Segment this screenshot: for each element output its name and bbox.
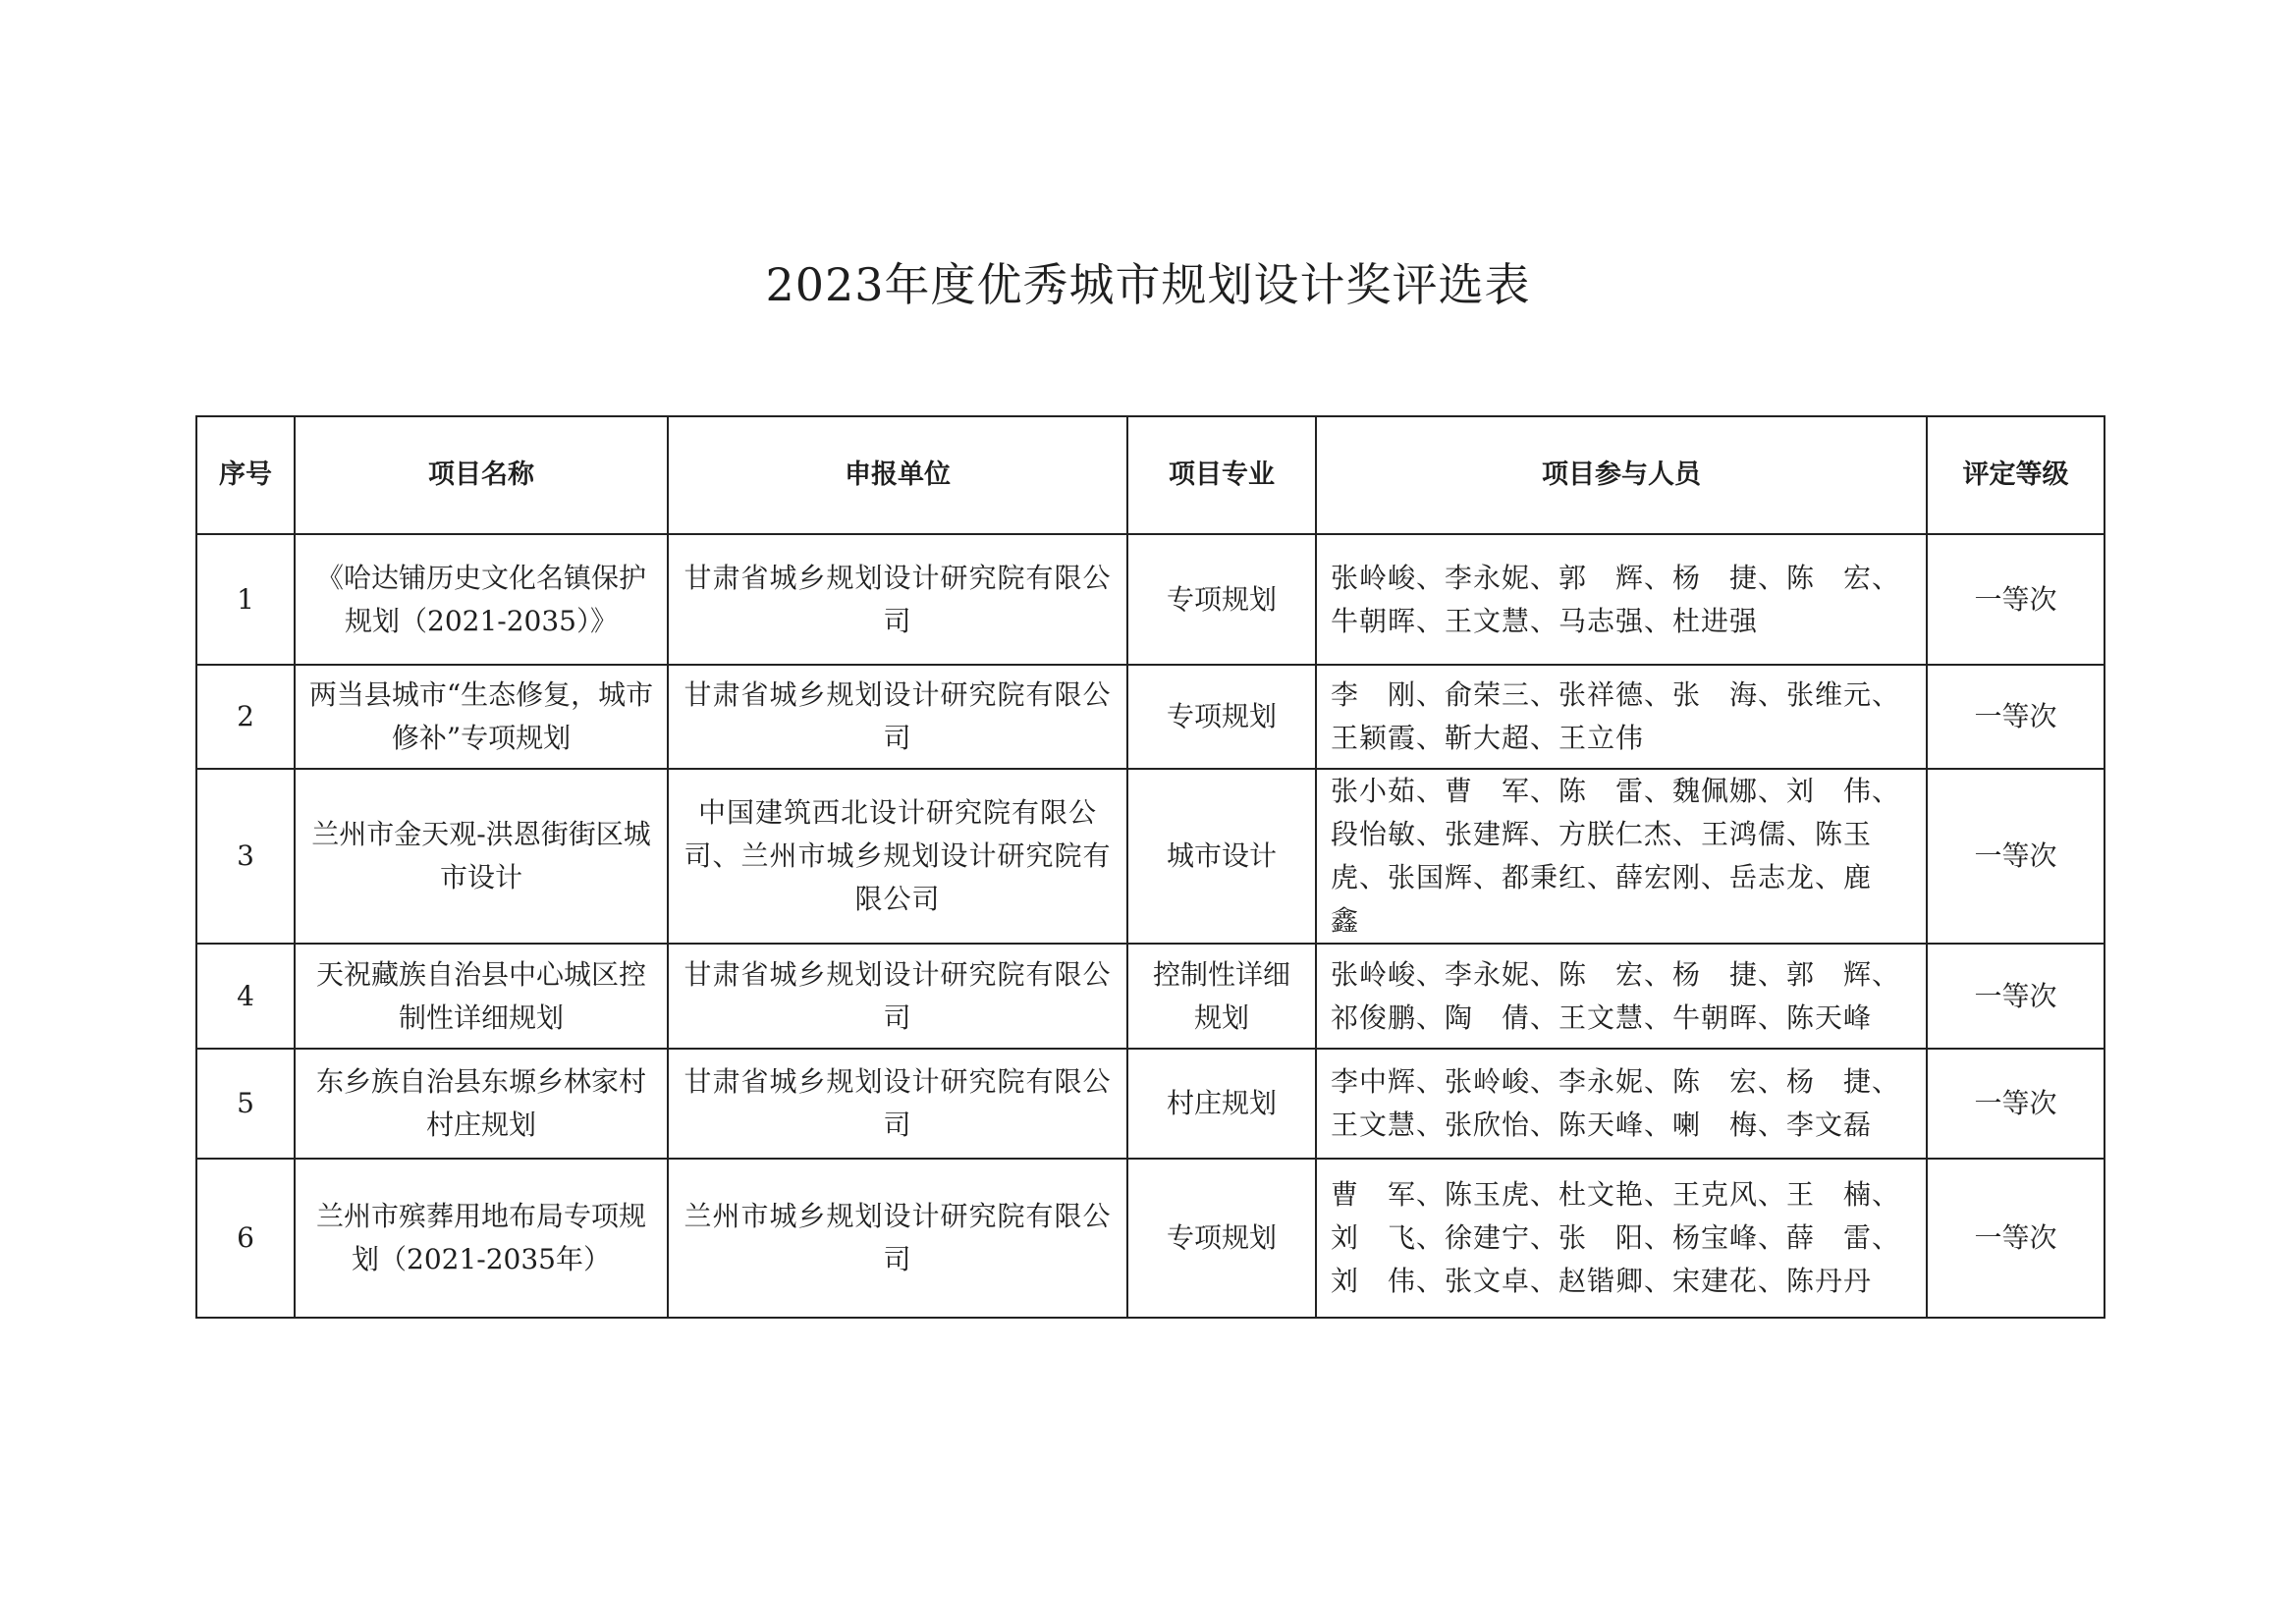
project-major: 专项规划 xyxy=(1127,534,1316,665)
row-no: 6 xyxy=(196,1159,295,1318)
header-participants: 项目参与人员 xyxy=(1316,416,1927,534)
header-grade: 评定等级 xyxy=(1927,416,2105,534)
table-row xyxy=(196,534,2105,665)
header-applicant-unit: 申报单位 xyxy=(668,416,1127,534)
grade: 一等次 xyxy=(1927,1159,2105,1318)
row-no: 5 xyxy=(196,1049,295,1159)
project-participants: 李中辉、张岭峻、李永妮、陈 宏、杨 捷、王文慧、张欣怡、陈天峰、喇 梅、李文磊 xyxy=(1316,1049,1927,1159)
project-participants: 张岭峻、李永妮、郭 辉、杨 捷、陈 宏、牛朝晖、王文慧、马志强、杜进强 xyxy=(1316,534,1927,665)
grade: 一等次 xyxy=(1927,769,2105,944)
table-row xyxy=(196,1049,2105,1159)
project-major: 控制性详细规划 xyxy=(1127,944,1316,1049)
grade: 一等次 xyxy=(1927,1049,2105,1159)
applicant-unit: 中国建筑西北设计研究院有限公司、兰州市城乡规划设计研究院有限公司 xyxy=(668,769,1127,944)
grade: 一等次 xyxy=(1927,534,2105,665)
project-name: 兰州市金天观-洪恩街街区城市设计 xyxy=(295,769,668,944)
applicant-unit: 甘肃省城乡规划设计研究院有限公司 xyxy=(668,534,1127,665)
awards-table xyxy=(195,415,2105,1319)
row-no: 1 xyxy=(196,534,295,665)
project-name: 《哈达铺历史文化名镇保护规划（2021-2035）》 xyxy=(295,534,668,665)
header-project-major: 项目专业 xyxy=(1127,416,1316,534)
header-no: 序号 xyxy=(196,416,295,534)
project-major: 城市设计 xyxy=(1127,769,1316,944)
applicant-unit: 兰州市城乡规划设计研究院有限公司 xyxy=(668,1159,1127,1318)
applicant-unit: 甘肃省城乡规划设计研究院有限公司 xyxy=(668,1049,1127,1159)
row-no: 2 xyxy=(196,665,295,769)
row-no: 4 xyxy=(196,944,295,1049)
project-major: 专项规划 xyxy=(1127,1159,1316,1318)
grade: 一等次 xyxy=(1927,944,2105,1049)
document-title: 2023年度优秀城市规划设计奖评选表 xyxy=(765,258,1531,311)
project-name: 东乡族自治县东塬乡林家村村庄规划 xyxy=(295,1049,668,1159)
table-row xyxy=(196,1159,2105,1318)
header-project-name: 项目名称 xyxy=(295,416,668,534)
project-name: 天祝藏族自治县中心城区控制性详细规划 xyxy=(295,944,668,1049)
project-participants: 曹 军、陈玉虎、杜文艳、王克风、王 楠、刘 飞、徐建宁、张 阳、杨宝峰、薛 雷、刘 伟、张文卓、赵锴卿、宋建花、陈丹丹 xyxy=(1316,1159,1927,1318)
project-participants: 张岭峻、李永妮、陈 宏、杨 捷、郭 辉、祁俊鹏、陶 倩、王文慧、牛朝晖、陈天峰 xyxy=(1316,944,1927,1049)
row-no: 3 xyxy=(196,769,295,944)
project-name: 两当县城市“生态修复，城市修补”专项规划 xyxy=(295,665,668,769)
applicant-unit: 甘肃省城乡规划设计研究院有限公司 xyxy=(668,944,1127,1049)
project-participants: 张小茹、曹 军、陈 雷、魏佩娜、刘 伟、段怡敏、张建辉、方朕仁杰、王鸿儒、陈玉虎、张国辉、都秉红、薛宏刚、岳志龙、鹿 鑫 xyxy=(1316,769,1927,944)
table-row xyxy=(196,769,2105,944)
project-name: 兰州市殡葬用地布局专项规划（2021-2035年） xyxy=(295,1159,668,1318)
table-row xyxy=(196,944,2105,1049)
applicant-unit: 甘肃省城乡规划设计研究院有限公司 xyxy=(668,665,1127,769)
table-row xyxy=(196,665,2105,769)
table-header-row xyxy=(196,416,2105,534)
project-major: 村庄规划 xyxy=(1127,1049,1316,1159)
project-participants: 李 刚、俞荣三、张祥德、张 海、张维元、王颖霞、靳大超、王立伟 xyxy=(1316,665,1927,769)
project-major: 专项规划 xyxy=(1127,665,1316,769)
grade: 一等次 xyxy=(1927,665,2105,769)
